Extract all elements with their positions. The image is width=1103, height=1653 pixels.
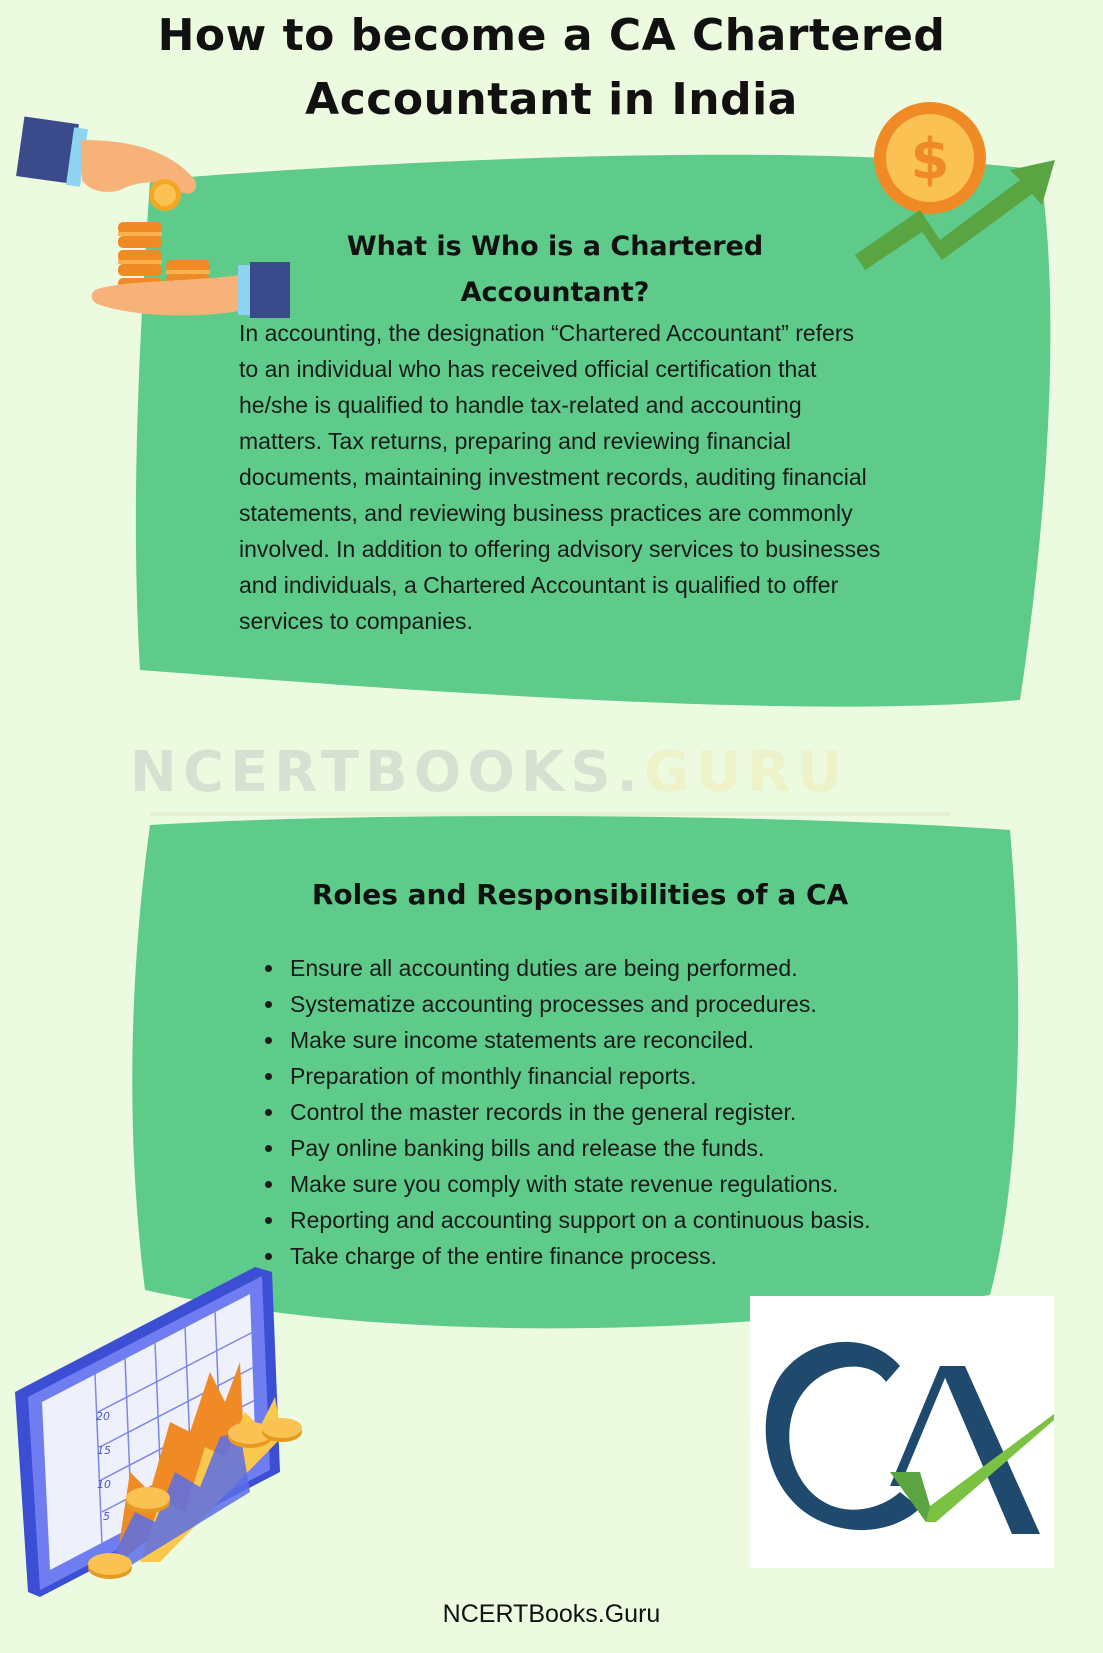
watermark: [130, 740, 1010, 805]
paragraph-line: statements, and reviewing business practices are commonly: [239, 500, 853, 526]
dollar-growth-icon: [850, 100, 1060, 280]
paragraph-line: involved. In addition to offering advisory services to businesses: [239, 536, 881, 562]
page-title-line2: Accountant in India: [305, 74, 798, 125]
watermark-accent: GURU: [643, 740, 848, 805]
paragraph-line: matters. Tax returns, preparing and reviewing financial: [239, 428, 791, 454]
list-item: • Make sure income statements are reconciled.: [286, 1022, 1006, 1058]
chart-tick: 5: [103, 1510, 110, 1523]
list-item: • Make sure you comply with state revenue regulations.: [286, 1166, 1006, 1202]
coins-hand-icon: [10, 110, 300, 340]
paragraph-line: he/she is qualified to handle tax-related and accounting: [239, 392, 802, 418]
watermark-underline: [150, 812, 950, 816]
section1-heading-line1: What is Who is a Chartered: [346, 231, 764, 262]
list-item: • Systematize accounting processes and procedures.: [286, 986, 1006, 1022]
chart-tick: 15: [97, 1444, 111, 1457]
paragraph-line: In accounting, the designation “Chartered Accountant” refers: [239, 320, 854, 346]
list-item: • Control the master records in the general register.: [286, 1094, 1006, 1130]
chart-tick: 20: [96, 1410, 110, 1423]
chart-tick: 10: [97, 1478, 111, 1491]
footer-site: NCERTBooks.Guru: [442, 1600, 661, 1628]
page-title-line1: How to become a CA Chartered: [157, 10, 946, 61]
section2-heading: Roles and Responsibilities of a CA: [311, 878, 849, 911]
list-item: • Reporting and accounting support on a continuous basis.: [286, 1202, 1006, 1238]
watermark-main: NCERTBOOKS.: [130, 740, 644, 805]
list-item: • Take charge of the entire finance process.: [286, 1238, 1006, 1274]
paragraph-line: to an individual who has received official certification that: [239, 356, 817, 382]
paragraph-line: documents, maintaining investment records, auditing financial: [239, 464, 867, 490]
ca-logo: [750, 1296, 1054, 1568]
list-item: • Preparation of monthly financial reports.: [286, 1058, 1006, 1094]
list-item: • Ensure all accounting duties are being performed.: [286, 950, 1006, 986]
section1-heading-line2: Accountant?: [460, 277, 650, 308]
section1-paragraph: [239, 315, 1029, 639]
list-item: • Pay online banking bills and release the funds.: [286, 1130, 1006, 1166]
svg-text:$: $: [910, 127, 950, 192]
ca-logo-mark: [750, 1296, 1054, 1568]
monitor-chart-icon: [10, 1262, 310, 1602]
paragraph-line: services to companies.: [239, 608, 473, 634]
responsibilities-list: [258, 950, 1006, 1274]
paragraph-line: and individuals, a Chartered Accountant is qualified to offer: [239, 572, 839, 598]
section1-heading: [305, 224, 805, 316]
